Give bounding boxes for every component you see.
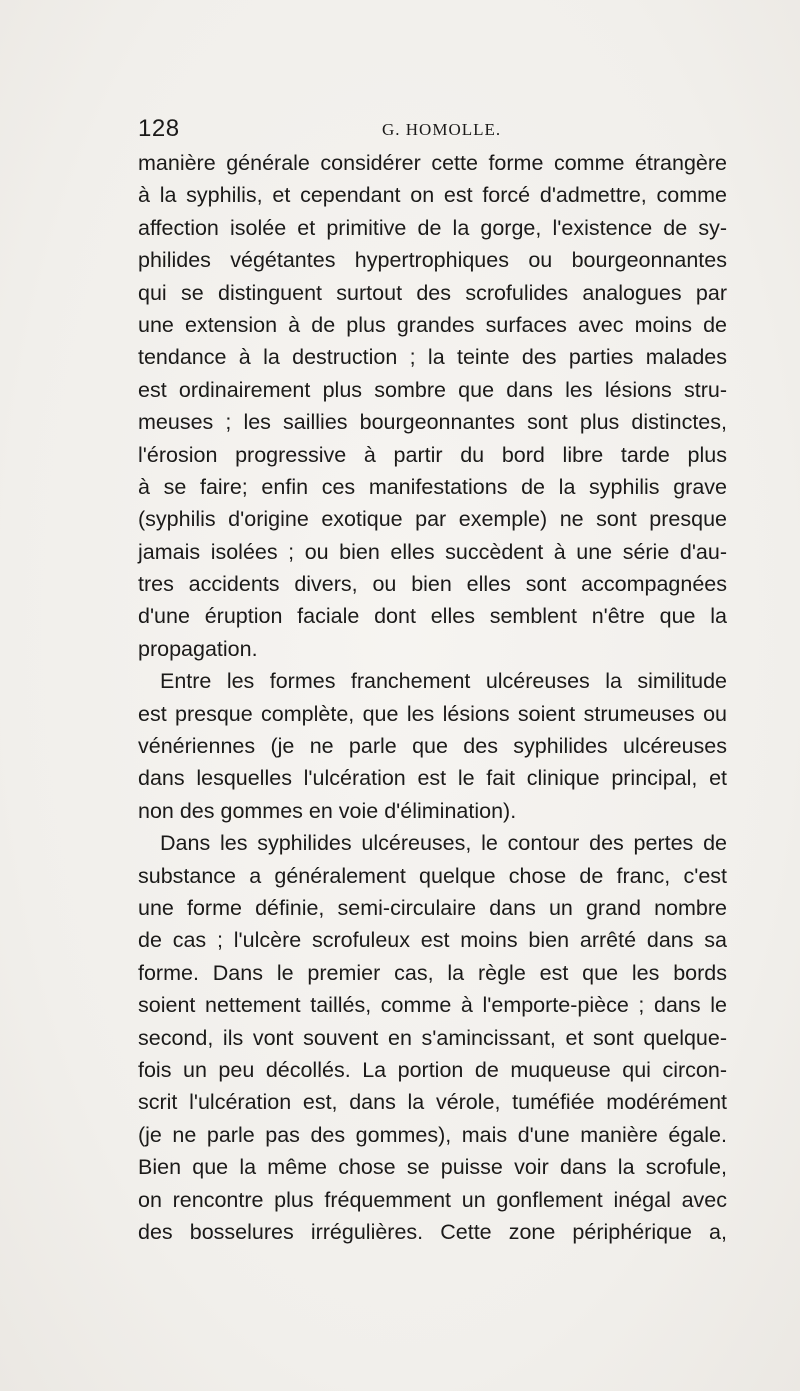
running-head xyxy=(138,115,728,145)
text-line: de cas ; l'ulcère scrofuleux est moins bien arrêté dans sa xyxy=(138,928,727,953)
text-line: des bosselures irrégulières. Cette zone périphérique a, xyxy=(138,1219,727,1244)
text-line: philides végétantes hypertrophiques ou bourgeonnantes xyxy=(138,248,727,273)
text-line: d'une éruption faciale dont elles semblent n'être que la xyxy=(138,604,727,629)
text-line: est presque complète, que les lésions soient strumeuses ou xyxy=(138,701,727,726)
running-head-author: G. HOMOLLE. xyxy=(382,120,502,139)
text-line: scrit l'ulcération est, dans la vérole, tuméfiée modérément xyxy=(138,1090,727,1115)
text-line: tres accidents divers, ou bien elles sont accompagnées xyxy=(138,572,727,597)
text-line: on rencontre plus fréquemment un gonflement inégal avec xyxy=(138,1187,727,1212)
page-number: 128 xyxy=(138,115,180,142)
text-line: manière générale considérer cette forme comme étrangère xyxy=(138,151,727,175)
text-line: à la syphilis, et cependant on est forcé d'admettre, comme xyxy=(138,183,727,208)
text-line: second, ils vont souvent en s'amincissant, et sont quelque- xyxy=(138,1025,727,1050)
paragraph-start-line: Entre les formes franchement ulcéreuses la similitude xyxy=(160,669,727,694)
text-line: substance a généralement quelque chose de franc, c'est xyxy=(138,863,727,888)
text-line: une forme définie, semi-circulaire dans un grand nombre xyxy=(138,895,727,920)
text-line: vénériennes (je ne parle que des syphilides ulcéreuses xyxy=(138,734,727,759)
text-line: jamais isolées ; ou bien elles succèdent à une série d'au- xyxy=(138,539,727,564)
text-line: propagation. xyxy=(138,636,258,661)
text-line: dans lesquelles l'ulcération est le fait clinique principal, et xyxy=(138,766,727,791)
text-line: soient nettement taillés, comme à l'emporte-pièce ; dans le xyxy=(138,993,727,1018)
text-line: est ordinairement plus sombre que dans les lésions stru- xyxy=(138,377,727,402)
text-line: (je ne parle pas des gommes), mais d'une manière égale. xyxy=(138,1122,727,1147)
text-line: Bien que la même chose se puisse voir dans la scrofule, xyxy=(138,1155,727,1180)
text-line: qui se distinguent surtout des scrofulides analogues par xyxy=(138,280,727,305)
paragraph-start-line: Dans les syphilides ulcéreuses, le contour des pertes de xyxy=(160,831,727,856)
text-line: tendance à la destruction ; la teinte des parties malades xyxy=(138,345,727,370)
body-text xyxy=(138,147,727,1248)
text-line: non des gommes en voie d'élimination). xyxy=(138,798,517,823)
text-line: forme. Dans le premier cas, la règle est que les bords xyxy=(138,960,727,985)
text-line: l'érosion progressive à partir du bord libre tarde plus xyxy=(138,442,727,467)
text-line: affection isolée et primitive de la gorge, l'existence de sy- xyxy=(138,215,727,240)
text-line: fois un peu décollés. La portion de muqueuse qui circon- xyxy=(138,1057,727,1082)
text-line: à se faire; enfin ces manifestations de la syphilis grave xyxy=(138,474,727,499)
text-line: (syphilis d'origine exotique par exemple) ne sont presque xyxy=(138,507,727,532)
text-line: une extension à de plus grandes surfaces avec moins de xyxy=(138,312,727,337)
text-line: meuses ; les saillies bourgeonnantes sont plus distinctes, xyxy=(138,410,727,435)
